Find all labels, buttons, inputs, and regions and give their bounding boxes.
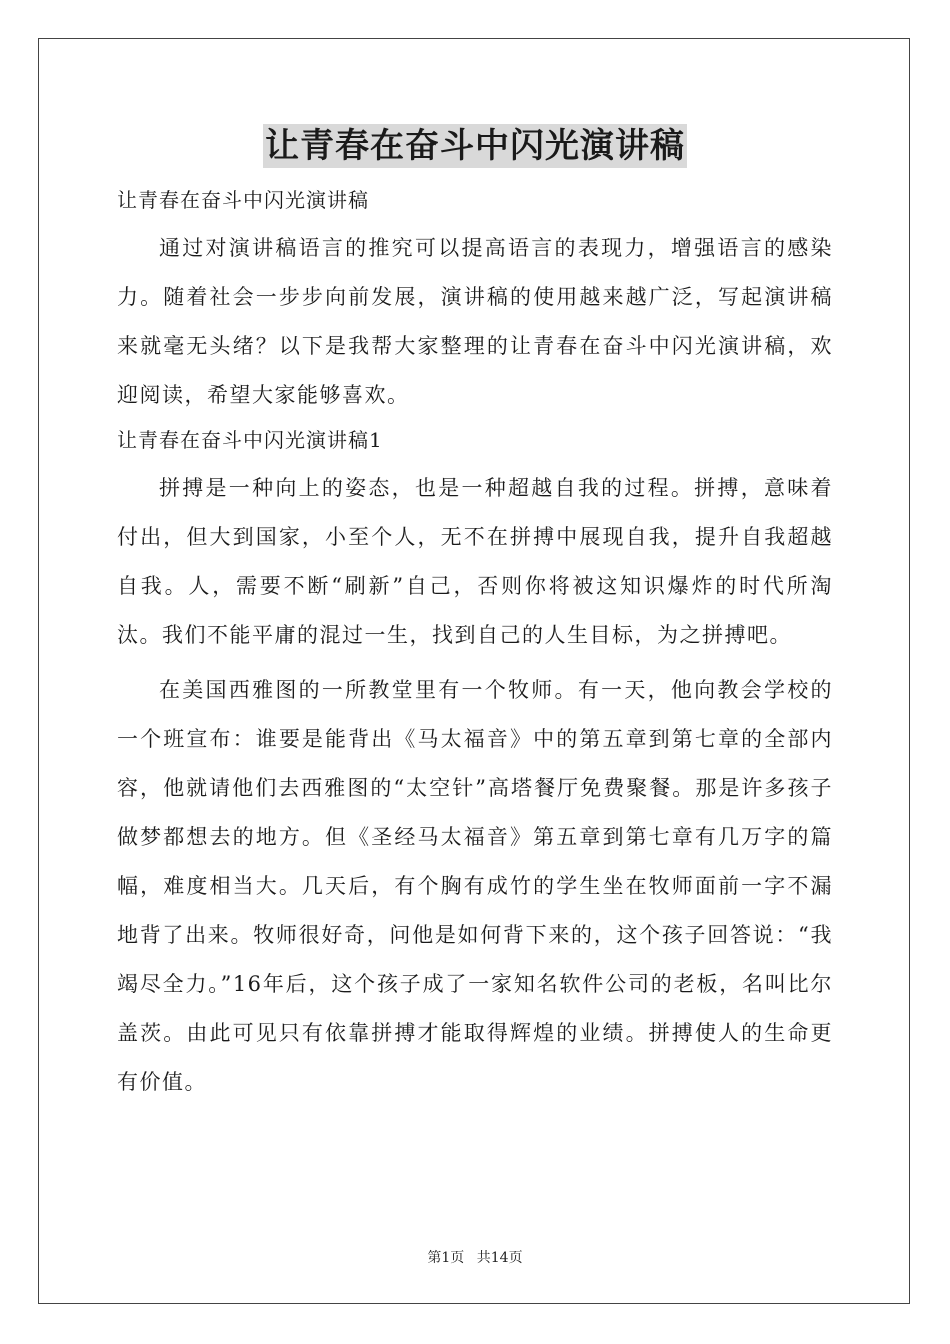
body-paragraph: 在美国西雅图的一所教堂里有一个牧师。有一天，他向教会学校的一个班宣布：谁要是能背出《马太福音》中的第五章到第七章的全部内容，他就请他们去西雅图的“太空针”高塔餐厅免费聚餐。那是许多孩子做梦都想去的地方。但《圣经马太福音》第五章到第七章有几万字的篇幅，难度相当大。几天后，有个胸有成竹的学生坐在牧师面前一字不漏地背了出来。牧师很好奇，问他是如何背下来的，这个孩子回答说：“我竭尽全力。”16年后，这个孩子成了一家知名软件公司的老板，名叫比尔盖茨。由此可见只有依靠拼搏才能取得辉煌的业绩。拼搏使人的生命更有价值。	[117, 678, 833, 1094]
intro-paragraph: 通过对演讲稿语言的推究可以提高语言的表现力，增强语言的感染力。随着社会一步步向前发展，演讲稿的使用越来越广泛，写起演讲稿来就毫无头绪？以下是我帮大家整理的让青春在奋斗中闪光演讲稿，欢迎阅读，希望大家能够喜欢。	[117, 236, 833, 407]
document-title	[0, 124, 950, 168]
page-number: 第1页	[427, 1250, 465, 1266]
document-subtitle: 让青春在奋斗中闪光演讲稿	[117, 188, 369, 212]
page-footer	[0, 1247, 950, 1267]
section-heading: 让青春在奋斗中闪光演讲稿1	[117, 428, 383, 452]
page-total: 共14页	[476, 1250, 523, 1266]
body-paragraph: 拼搏是一种向上的姿态，也是一种超越自我的过程。拼搏，意味着付出，但大到国家，小至个人，无不在拼搏中展现自我，提升自我超越自我。人，需要不断“刷新”自己，否则你将被这知识爆炸的时代所淘汰。我们不能平庸的混过一生，找到自己的人生目标，为之拼搏吧。	[117, 476, 833, 647]
document-body	[117, 180, 833, 1107]
document-title-text: 让青春在奋斗中闪光演讲稿	[265, 126, 685, 166]
